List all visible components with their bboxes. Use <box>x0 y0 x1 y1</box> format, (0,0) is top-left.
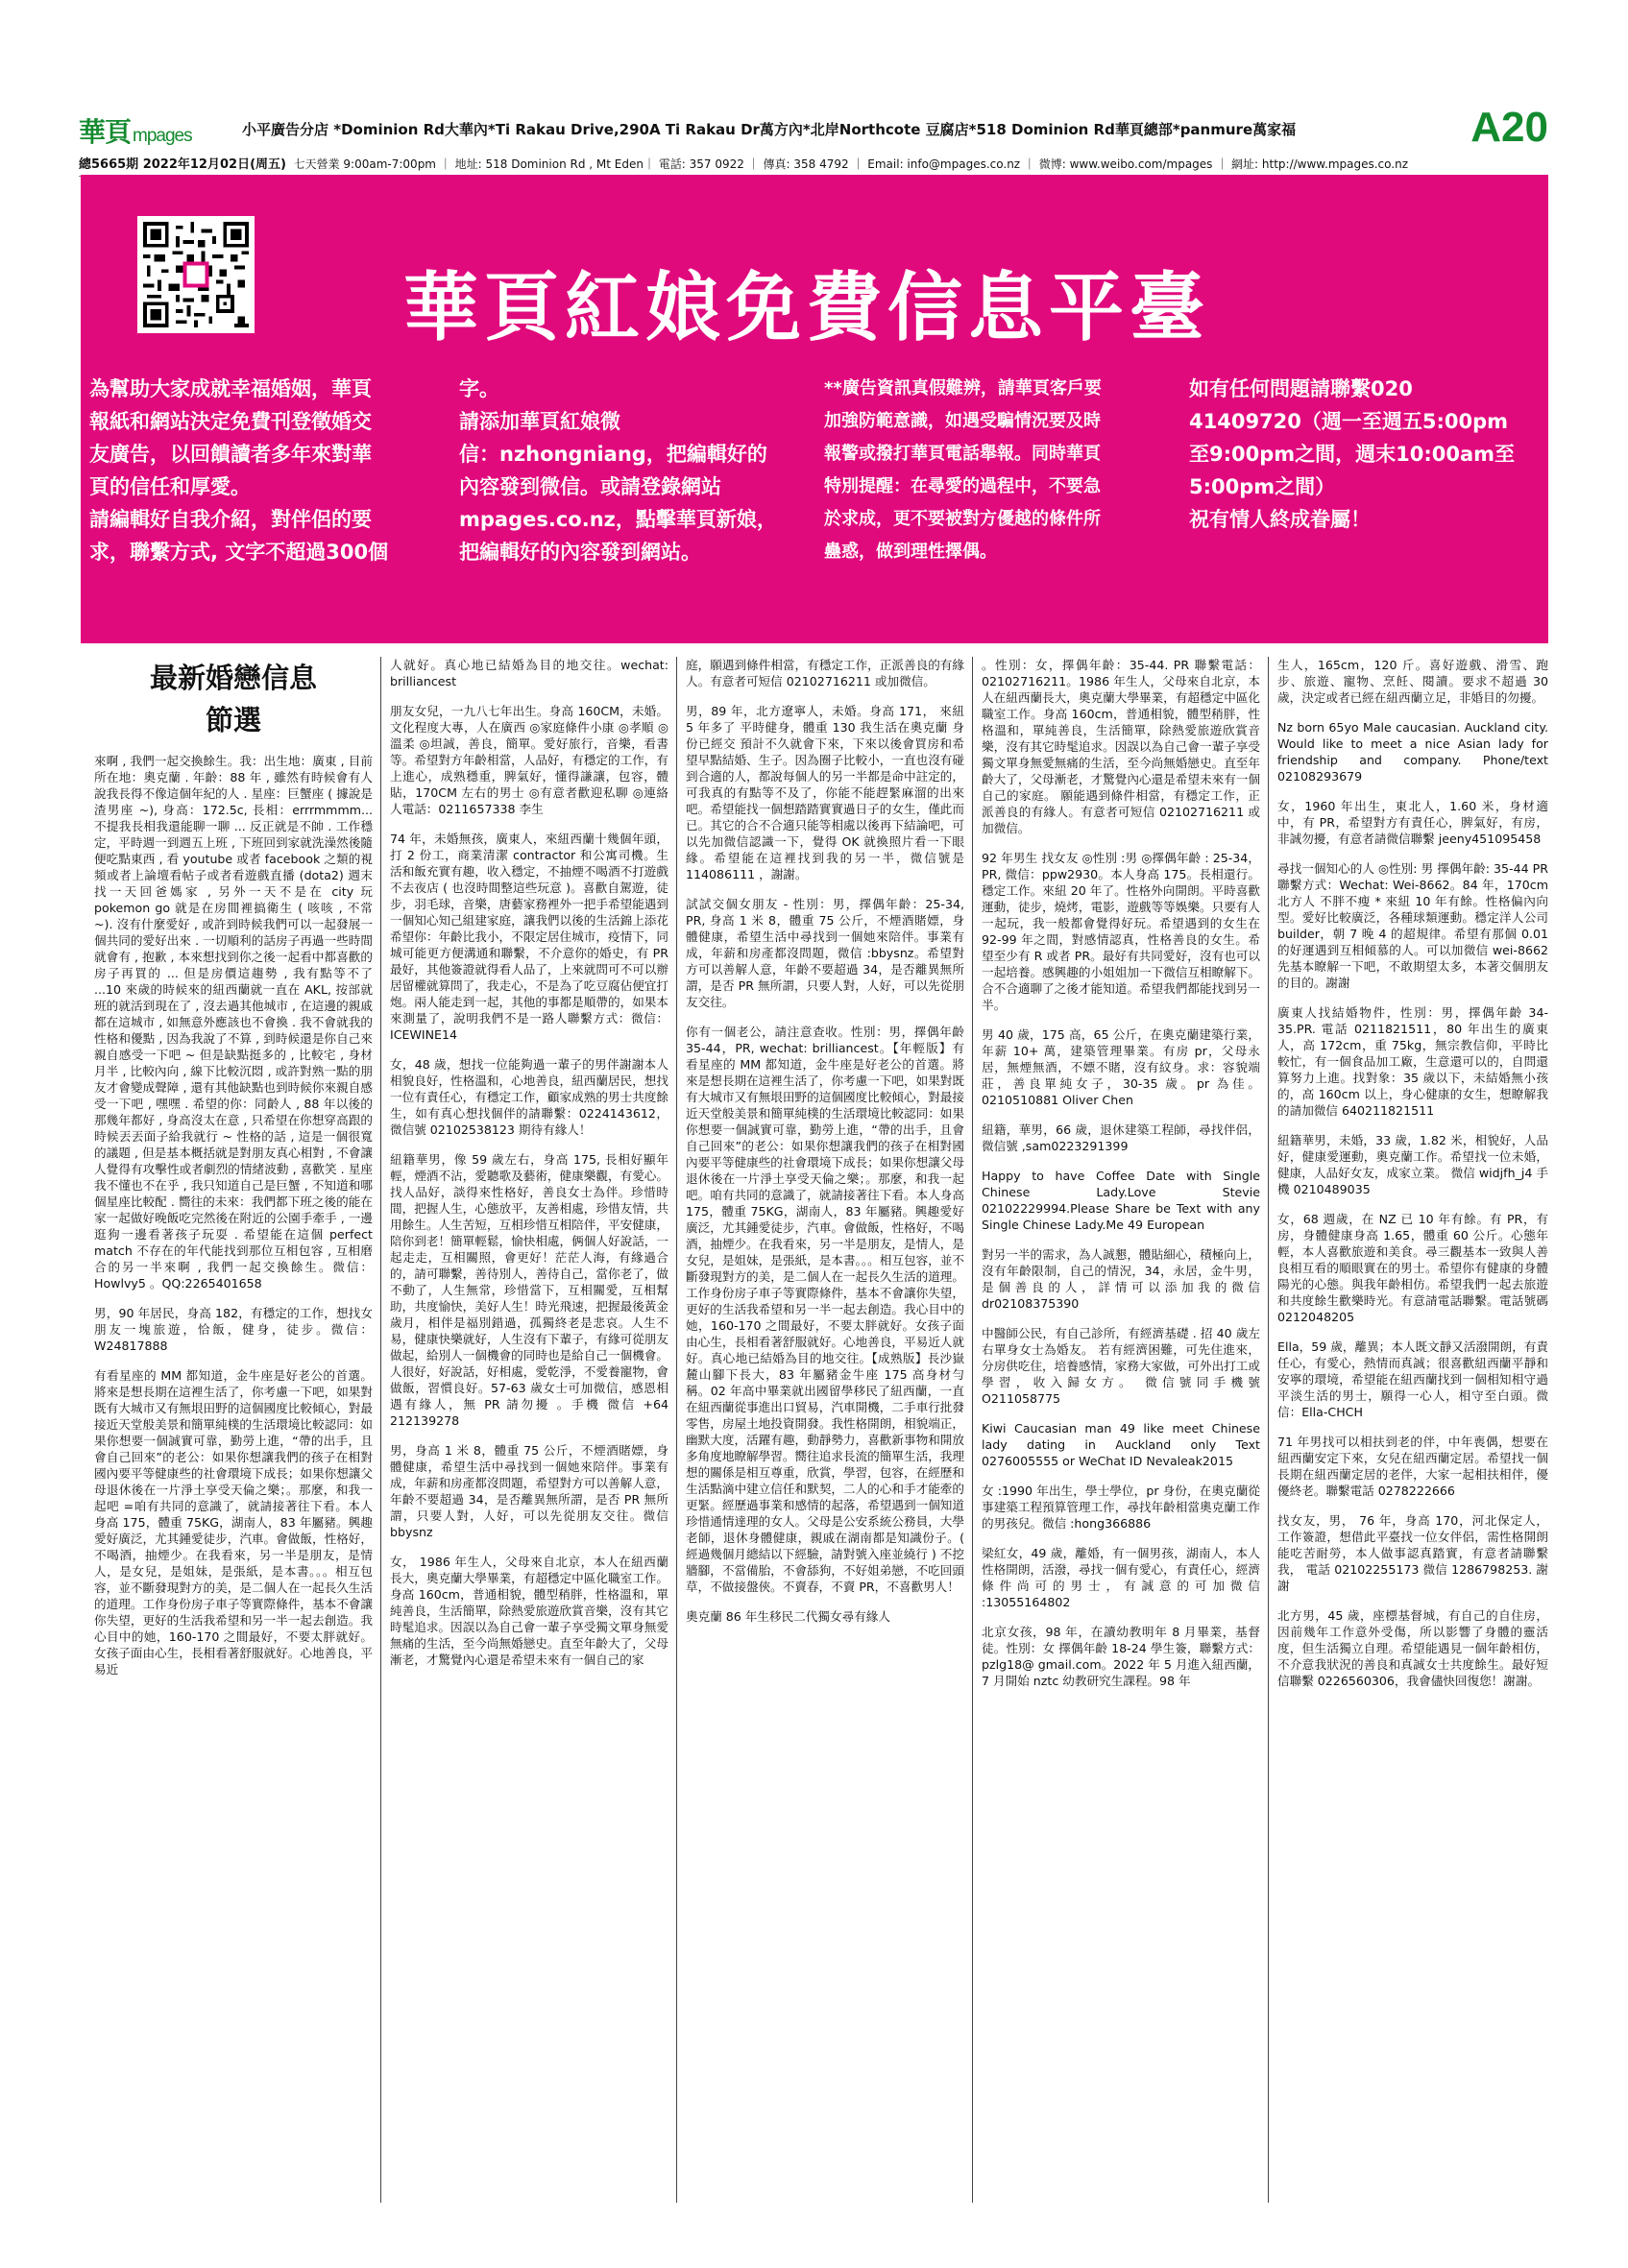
listing: 女， 1986 年生人，父母來自北京，本人在紐西蘭長大，奧克蘭大學畢業，有超穩定中區化職室工作。身高 160cm，普通相貌，體型稍胖，性格溫和，單純善良，生活簡單，除熱愛旅遊欣賞音樂，沒有其它時髦追求。因誤以為自己會一輩子享受獨文單身無愛無痛的生活，至今尚無婚戀史。直至年齡大了，父母漸老，才驚覺內心還是希望未來有一個自己的家 <box>390 1555 668 1667</box>
listing: 男，身高 1 米 8，體重 75 公斤，不煙酒賭嫖，身體健康，希望生活中尋找到一個她來陪伴。事業有成，年薪和房產都沒問題，希望對方可以善解人意，年齡不要超過 34，是否離異無所謂，是否 PR 無所謂，只要人對，人好，可以先從朋友交往。微信 bbysnz <box>390 1443 668 1539</box>
column-5 <box>1277 657 1548 2203</box>
listing: 梁紅女，49 歲，離婚，有一個男孩，湖南人，本人性格開朗，活潑，尋找一個有愛心，有責任心，經濟條件尚可的男士，有誠意的可加微信 :13055164802 <box>982 1546 1260 1609</box>
listing: 有看星座的 MM 都知道，金牛座是好老公的首選。將來是想長期在這裡生活了，你考慮一下吧，如果對既有大城市又有無垠田野的這個國度比較傾心，對最接近天堂般美景和簡單純樸的生活環境比較認同：如果你想要一個誠實可靠，勤勞上進，“帶的出手，且會自己回來”的老公：如果你想讓我們的孩子在相對國內要平等健康些的社會環境下成長；如果你想讓父母退休後在一片淨土享受天倫之樂；。那麼，和我一起吧 =咱有共同的意識了，就請接著往下看。本人身高 175，體重 75KG，湖南人，83 年屬豬。興趣愛好廣泛，尤其鍾愛徒步，汽車。會做飯，性格好，不喝酒，抽煙少。在我看來，另一半是朋友，是情人，是女兒，是姐妹，是張紙，是本書。。。相互包容，並不斷發現對方的美，是二個人在一起長久生活的道理。工作身份房子車子等實際條件，基本不會讓你失望，更好的生活我希望和另一半一起去創造。我心目中的她，160-170 之間最好，不要太胖就好。女孩子面由心生，長相看著舒服就好。心地善良，平易近 <box>94 1368 373 1677</box>
issue-date: 總5665期 2022年12月02日(周五) <box>79 157 286 172</box>
listing: 女，48 歲，想找一位能夠過一輩子的男伴謝謝本人相貌良好，性格溫和，心地善良，紐西蘭居民，想找一位有責任心，有穩定工作，顧家成熟的男士共度餘生，如有真心想找個伴的請聯繫：0224143612，微信號 02102538123 期待有緣人！ <box>390 1057 668 1137</box>
qr-code <box>137 216 255 333</box>
listing: 紐籍，華男，66 歲，退休建築工程師，尋找伴侶，微信號 ,sam0223291399 <box>982 1122 1260 1153</box>
listing: 人就好。真心地已結婚為目的地交往。wechat: brilliancest <box>390 658 668 688</box>
banner-contact: 如有任何問題請聯繫020 41409720（週一至週五5:00pm 至9:00pm之間，週末10:00am至 5:00pm之間） 祝有情人終成眷屬！ <box>1189 377 1516 531</box>
section-title: 最新婚戀信息 節選 <box>149 662 317 736</box>
listing: 廣東人找結婚物件，性別：男，擇偶年齡 34-35.PR. 電話 0211821511，80 年出生的廣東人，高 172cm，重 75kg，無宗教信仰，平時比較忙，有一個食品加工廠，生意還可以的，自問還算努力上進。找對象：35 歲以下，未結婚無小孩的，高 160cm 以上，身心健康的女生，想瞭解我的請加微信 640211821511 <box>1277 1005 1548 1118</box>
listing: 生人，165cm，120 斤。喜好遊戲、滑雪、跑步、旅遊、寵物、烹飪、閱讀。要求不超過 30 歲，決定或者已經在紐西蘭立足，非婚目的勿擾。 <box>1277 658 1548 705</box>
listing: 中醫師公民，有自己診所，有經濟基礎 . 招 40 歲左右單身女士為婚友。 若有經濟困難，可先住進來，分房供吃住，培養感情，家務大家做，可外出打工或學習，收入歸女方。 微信號同手機號 O211058775 <box>982 1326 1260 1406</box>
listing: 92 年男生 找女友 ◎性別 :男 ◎擇偶年齡 : 25-34，PR, 微信：ppw2930。本人身高 175。長相還行。穩定工作。來紐 20 年了。性格外向開朗。平時喜歡運動，徒步，燒烤，電影，遊戲等等娛樂。只要有人一起玩，我一般都會覺得好玩。希望遇到的女生在 92-99 年之間，對感情認真，性格善良的女生。希望至少有 R 或者 PR。最好有共同愛好，沒有也可以一起培養。感興趣的小姐姐加一下微信互相瞭解下。合不合適聊了之後才能知道。希望我們都能找到另一半。 <box>982 851 1260 1012</box>
listing: 女 :1990 年出生，學士學位，pr 身份，在奧克蘭從事建築工程預算管理工作，尋找年齡相當奧克蘭工作的男孩兒。微信 :hong366886 <box>982 1484 1260 1531</box>
listing: 尋找一個知心的人 ◎性別: 男 擇偶年齡: 35-44 PR 聯繫方式：Wechat: Wei-8662。84 年，170cm 北方人 不胖不瘦 * 來紐 10 年有餘。性格偏內向型。愛好比較廣泛，各種球類運動。穩定洋人公司 builder，朝 7 晚 4 的超規律。希望有那個 0.01 的好運遇到互相傾慕的人。可以加微信 wei-8662 先基本瞭解一下吧，不敢期望太多，本著交個朋友的目的。謝謝 <box>1277 861 1548 990</box>
banner-warning: **廣告資訊真假難辨，請華頁客戶要 加強防範意識，如遇受騙情況要及時 報警或撥打華頁電話舉報。同時華頁 特別提醒：在尋愛的過程中，不要急 於求成，更不要被對方優越的條件所 蠱惑，做到理性擇偶。 <box>824 378 1102 562</box>
listing: Happy to have Coffee Date with Single Chinese Lady.Love Stevie 02102229994.Please Share be Text with any Single Chinese Lady.Me 49 European <box>982 1169 1260 1232</box>
column-divider <box>1268 657 1269 2203</box>
column-divider <box>380 657 381 2203</box>
banner-title: 華頁紅娘免費信息平臺 <box>403 265 1211 351</box>
listings-area <box>81 657 1548 2203</box>
mpages-logo: 華頁 mpages <box>79 116 192 148</box>
listing: 男，90 年居民，身高 182，有穩定的工作，想找女朋友一塊旅遊，恰飯，健身，徒步。微信：W24817888 <box>94 1306 373 1353</box>
listing: 找女友，男， 76 年，身高 170，河北保定人， 工作簽證，想借此平臺找一位女伴侶，需性格開朗能吃苦耐勞，本人做事認真踏實，有意者請聯繫我， 電話 02102255173 微信 1286798253. 謝謝 <box>1277 1513 1548 1593</box>
listing: 試試交個女朋友 - 性別：男，擇偶年齡：25-34, PR, 身高 1 米 8，體重 75 公斤，不煙酒賭嫖，身體健康，希望生活中尋找到一個她來陪伴。事業有成，年薪和房產都沒問題，微信 :bbysnz。希望對方可以善解人意，年齡不要超過 34，是否離異無所謂，是否 PR 無所謂，只要人對，人好，可以先從朋友交往。 <box>686 897 964 1009</box>
branch-list: 小平廣告分店 *Dominion Rd大華內*Ti Rakau Drive,290A Ti Rakau Dr萬方內*北岸Northcote 豆腐店*518 Dominion Rd華頁總部*panmure萬家福 <box>242 121 1297 138</box>
issue-info <box>79 154 1548 177</box>
listing: 北京女孩，98 年，在讀幼教明年 8 月畢業，基督徒。性別：女 擇偶年齡 18-24 學生簽，聯繫方式：pzlg18@ gmail.com。2022 年 5 月進入紐西蘭，7 月開始 nztc 幼教研究生課程。98 年 <box>982 1625 1260 1688</box>
listing: 74 年，未婚無孩，廣東人，來紐西蘭十幾個年頭，打 2 份工，商業清潔 contractor 和公寓司機。生活和飯充實有趣，收入穩定，不抽煙不喝酒不打遊戲不去夜店 ( 也沒時間整這些玩意 )。喜歡自駕遊，徒步，羽毛球，音樂，唐藝家務裡外一把手希望能遇到一個知心知己組建家庭，讓我們以後的生活錦上添花 希望你：年齡比我小，不限定居住城市，疫情下，同城可能更方便溝通和聯繫，不介意你的婚史，有 PR 最好，其他簽證就得看人品了，上來就問可不可以辦居留權就算問了，我走心，不是為了吃豆腐佔便宜打炮。兩人能走到一起，其他的事都是順帶的，如果本來測量了，說明我們不是一路人聯繫方式：微信：ICEWINE14 <box>390 832 668 1042</box>
listing: 朋友女兒，一九八七年出生。身高 160CM，未婚。文化程度大專，人在廣西 ◎家庭條件小康 ◎孝順 ◎溫柔 ◎坦誠，善良，簡單。愛好旅行，音樂，看書等。希望對方年齡相當，人品好，有穩定的工作，有上進心，成熟穩重，脾氣好，懂得謙讓，包容，體貼，170CM 左右的男士 ◎有意者歡迎私聊 ◎連絡人電話：0211657338 李生 <box>390 704 668 816</box>
listing: Kiwi Caucasian man 49 like meet Chinese lady dating in Auckland only Text 0276005555 or WeChat ID Nevaleak2015 <box>982 1421 1260 1468</box>
listing: 來啊 , 我們一起交換餘生。我：出生地：廣東 , 目前所在地：奧克蘭 . 年齡：88 年 , 雖然有時候會有人說我長得不像這個年紀的人 . 星座：巨蟹座 ( 據說是渣男座 ~), 身高：172.5c, 長相：errrmmmm... 不提我長相我還能聊一聊 ... 反正就是不帥 . 工作穩定，平時週一到週五上班 , 下班回到家就洗澡然後隨便吃點東西 , 看 youtube 或者 facebook 之類的視頻或者上論壇看帖子或者看遊戲直播 (dota2) 週末找一天回爸媽家 , 另外一天不是在 city 玩 pokemon go 就是在房間裡搞衛生 ( 咳咳 , 不常 ~). 沒有什麼愛好 , 或許到時候我們可以一起發展一個共同的愛好出來 . 一切順利的話房子再過一些時間就會有 , 抱歉 , 本來想找到你之後一起看中都喜歡的房子再買的 ... 但是房價這趨勢 , 我有點等不了 ...10 來歲的時候來的紐西蘭就一直在 AKL, 按部就班的就活到現在了 , 沒去過其他城市 , 在這邊的親戚都在這城市 , 如無意外應該也不會換 . 我不會就我的性格和優點 , 因為我說了不算 , 到時候還是你自己來親自感受一下吧 ~ 但是缺點挺多的 , 比較宅 , 身材月半 , 比較內向 , 線下比較沉悶 , 或許對熟一點的朋友才會變成聲障 , 還有其他缺點也到時候你來親自感受一下吧 , 嘿嘿 . 希望的你：同齡人 , 88 年以後的那幾年都好 , 身高沒太在意 , 只希望在你想穿高跟的時候丟丟面子給我就行 ~ 性格的話 , 這是一個很寬的議題 , 但是基本概括就是對朋友真心相對 , 不會讓人覺得有攻擊性或者劇烈的情緒波動 , 喜歡笑 . 星座我不懂也不在乎 , 我只知道自己是巨蟹 , 不知道和哪個星座比較配 . 嚮往的未來：我們都下班之後的能在家一起做好晚飯吃完然後在附近的公園手牽手 , 一邊逛狗一邊看著孩子玩耍 . 希望能在這個 perfect match 不存在的年代能找到那位互相包容 , 互相磨合的另一半來啊 , 我們一起交換餘生。微信：Howlvy5 。QQ:2265401658 <box>94 754 373 1291</box>
listing: 紐籍華男，未婚，33 歲，1.82 米，相貌好，人品好，健康愛運動，奧克蘭工作。希望找一位未婚，健康，人品好女友，成家立業。 微信 widjfh_j4 手機 0210489035 <box>1277 1133 1548 1196</box>
listing: 71 年男找可以相扶到老的伴，中年喪偶，想要在紐西蘭安定下來，女兒在紐西蘭定居。希望找一個長期在紐西蘭定居的老伴，大家一起相扶相伴，優優終老。聯繫電話 0278222666 <box>1277 1435 1548 1498</box>
listing: 北方男，45 歲，座標基督城，有自己的自住房，因前幾年工作意外受傷，所以影響了身體的靈活度，但生活獨立自理。希望能遇見一個年齡相仿，不介意我狀況的善良和真誠女士共度餘生。最好短信聯繫 0226560306，我會儘快回復您！謝謝。 <box>1277 1608 1548 1688</box>
banner-wechat-info: 字。 請添加華頁紅娘微 信：nzhongniang，把編輯好的 內容發到微信。或請登錄網站 mpages.co.nz，點擊華頁新娘， 把編輯好的內容發到網站。 <box>459 377 777 564</box>
column-1 <box>94 657 373 2203</box>
listing: 女，1960 年出生，東北人，1.60 米，身材適中，有 PR，希望對方有責任心，脾氣好，有房，非誠勿擾，有意者請微信聯繫 jeeny451095458 <box>1277 799 1548 846</box>
listing: 女，68 週歲，在 NZ 已 10 年有餘。有 PR，有房，身體健康身高 1.65，體重 60 公斤。心態年輕，本人喜歡旅遊和美食。尋三觀基本一致與人善良相互看的順眼實在的男士。希望你有健康的身體陽光的心態。與我年齡相仿。希望我們一起去旅遊和共度餘生歡樂時光。有意請電話聯繫。電話號碼 0212048205 <box>1277 1212 1548 1324</box>
listing: 奧克蘭 86 年生移民二代獨女尋有緣人 <box>686 1609 890 1624</box>
banner-intro: 為幫助大家成就幸福婚姻，華頁 報紙和網站決定免費刊登徵婚交 友廣告，以回饋讀者多年來對華 頁的信任和厚愛。 請編輯好自我介紹，對伴侶的要 求，聯繫方式, 文字不超過300個 <box>89 377 389 564</box>
listing: 。性別：女，擇偶年齡：35-44. PR 聯繫電話：02102716211。1986 年生人，父母來自北京，本人在紐西蘭長大，奧克蘭大學畢業，有超穩定中區化職室工作。身高 160cm，普通相貌，體型稍胖，性格溫和，單純善良，生活簡單，除熱愛旅遊欣賞音樂，沒有其它時髦追求。因誤以為自己會一輩子享受獨文單身無愛無痛的生活，至今尚無婚戀史。直至年齡大了，父母漸老，才驚覺內心還是希望未來有一個自己的家庭。 願能遇到條件相當，有穩定工作，正派善良的有緣人。有意者可短信 02102716211 或加微信。 <box>982 658 1260 835</box>
column-2 <box>390 657 668 2203</box>
listing: Nz born 65yo Male caucasian. Auckland city. Would like to meet a nice Asian lady for friendship and company. Phone/text 02108293679 <box>1277 720 1548 784</box>
listing: Ella，59 歲，離異；本人既文靜又活潑開朗，有責任心，有愛心，熱情而真誠；很喜歡紐西蘭平靜和安寧的環境，希望能在紐西蘭找到一個相知相守過平淡生活的男士，願得一心人，相守至白頭。微信：Ella-CHCH <box>1277 1339 1548 1419</box>
listing: 男，89 年，北方遼寧人，未婚。身高 171， 來紐 5 年多了 平時健身，體重 130 我生活在奧克蘭 身份已經交 預計不久就會下來，下來以後會買房和希望早點結婚、生子。因為圈子比較小，一直也沒有碰到合適的人，都說每個人的另一半都是命中註定的，可我真的有點等不及了，你能不能趕緊麻溜的出來吧。希望能找一個想踏踏實實過日子的女生，僅此而已。其它的合不合適只能等相處以後再下結論吧，可以先加微信認識一下，覺得 OK 就換照片看一下眼緣。希望能在這裡找到我的另一半，微信號是 114086111 ，謝謝。 <box>686 704 964 881</box>
page-number: A20 <box>1470 104 1548 151</box>
listing: 紐籍華男，像 59 歲左右，身高 175, 長相好顯年輕，煙酒不沾，愛聽歌及藝術，健康樂觀，有愛心。找人品好，談得來性格好，善良女士為伴。珍惜時間，把握人生，心態放平，友善相處，珍惜友情，共用餘生。人生苦短，互相珍惜互相陪伴，平安健康，陪你到老！簡單輕鬆，愉快相處，俩個人好說話，一起走走，互相關照，會更好！茫茫人海，有緣過合的，請可聯繫，善待別人，善待自己，當你老了，做不動了，人生無常，珍惜當下，互相關愛，互相幫助，共度愉快，美好人生！時光飛速，把握最後黃金歲月，相伴是福別錯過，孤獨終老是悲哀。人生不易，健康快樂就好，人生沒有下輩子，有緣可從朋友做起，給別人一個機會的同時也是給自己一個機會。人很好，好說話，好相處，愛乾淨，不愛養寵物，會做飯，習慣良好。57-63 歲女士可加微信，感恩相遇有緣人，無 PR 請勿擾 。手機 微信 +64 212139278 <box>390 1152 668 1428</box>
listing: 對另一半的需求，為人誠懇，體貼細心，積極向上，沒有年齡限制，自己的情況，34，永居，金牛男，是個善良的人，詳情可以添加我的微信 dr02108375390 <box>982 1247 1260 1311</box>
listing: 男 40 歲，175 高，65 公斤，在奧克蘭建築行業，年薪 10+ 萬，建築管理畢業。有房 pr，父母永居，無煙無酒，不嫖不賭，沒有紋身。求：容貌端莊，善良單純女子，30-35 歲。pr 為佳。0210510881 Oliver Chen <box>982 1027 1260 1107</box>
listing: 你有一個老公，請注意查收。性別：男，擇偶年齡 35-44，PR, wechat: brilliancest。【年輕版】有看星座的 MM 都知道，金牛座是好老公的首選。將來是想長期在這裡生活了，你考慮一下吧，如果對既有大城市又有無垠田野的這個國度比較傾心，對最接近天堂般美景和簡單純樸的生活環境比較認同：如果你想要一個誠實可靠，勤勞上進，“帶的出手，且會自己回來”的老公：如果你想讓我們的孩子在相對國內要平等健康些的社會環境下成長；如果你想讓父母退休後在一片淨土享受天倫之樂；。那麼，和我一起吧。咱有共同的意識了，就請接著往下看。本人身高 175，體重 75KG，湖南人，83 年屬豬。興趣愛好廣泛，尤其鍾愛徒步，汽車。會做飯，性格好，不喝酒，抽煙少。在我看來，另一半是朋友，是情人，是女兒，是姐妹，是張紙，是本書。。。相互包容，並不斷發現對方的美，是二個人在一起長久生活的道理。工作身份房子車子等實際條件，基本不會讓你失望，更好的生活我希望和另一半一起去創造。我心目中的她，160-170 之間最好，不要太胖就好。女孩子面由心生，長相看著舒服就好。心地善良，平易近人就好。真心地已結婚為目的地交往。【成熟版】長沙嶽麓山腳下長大，83 年屬豬金牛座 175 高身材勻稱。02 年高中畢業就出國留學移民了紐西蘭，一直在紐西蘭從事進出口貿易，汽車開機，二手車行批發零售，房屋土地投資開發。我性格開朗，相貌端正，幽默大度，活躍有趣，動靜勢力，喜歡新事物和開放多角度地瞭解學習。嚮往追求長流的簡單生活，我理想的關係是相互尊重，欣賞，學習，包容，在經歷和生活點滴中建立信任和默契，二人的心和手才能牽的更緊。經歷過事業和感情的起落，希望遇到一個知道珍惜通情達理的女人。父母是公安系統公務員，大學老師，退休身體健康，親戚在湖南都是知識份子。( 經過幾個月總結以下經驗，請對號入座並繞行 ) 不挖牆腳，不當備胎，不會舔狗，不好姐弟戀，不吃回頭草，不做接盤俠。不賣春，不賣 PR，不喜歡男人！ <box>686 1025 964 1594</box>
contact-details: 七天營業 9:00am-7:00pm ｜ 地址: 518 Dominion Rd , Mt Eden｜ 電話: 357 0922 ｜ 傳真: 358 4792 ｜ Email: info@mpages.co.nz ｜ 微博: www.weibo.com/mpages ｜ 網址: http://www.mpages.co.nz <box>293 157 1409 171</box>
column-3 <box>686 657 964 2203</box>
qr-code-icon <box>143 222 249 327</box>
column-divider <box>676 657 677 2203</box>
listing: 庭，願遇到條件相當，有穩定工作，正派善良的有緣人。有意者可短信 02102716211 或加微信。 <box>686 658 964 688</box>
column-divider <box>972 657 973 2203</box>
column-4 <box>982 657 1260 2203</box>
